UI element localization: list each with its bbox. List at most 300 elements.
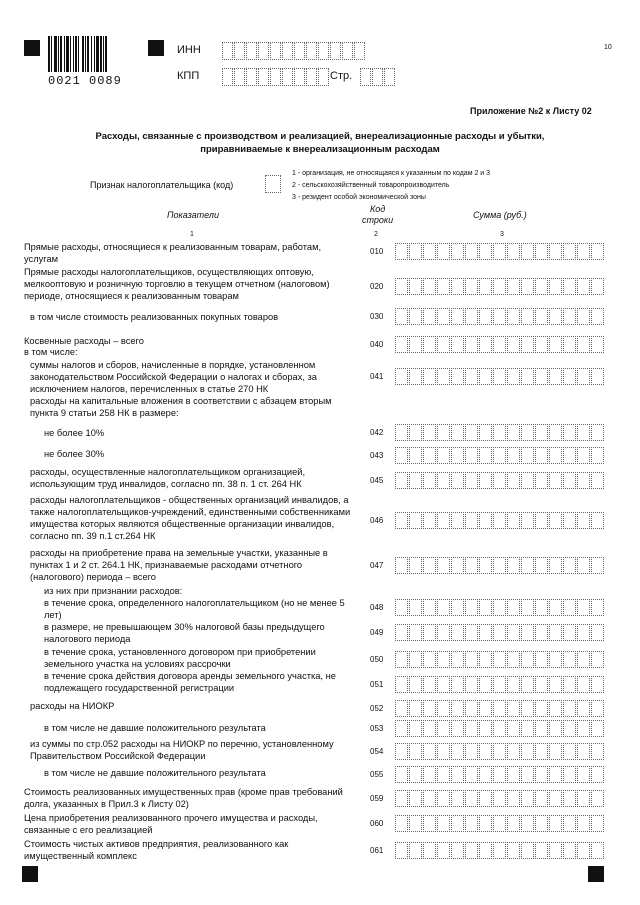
digit-cell[interactable] bbox=[493, 336, 506, 353]
amount-field[interactable] bbox=[395, 842, 604, 859]
digit-cell[interactable] bbox=[465, 557, 478, 574]
digit-cell[interactable] bbox=[451, 624, 464, 641]
digit-cell[interactable] bbox=[437, 336, 450, 353]
digit-cell[interactable] bbox=[409, 743, 422, 760]
digit-cell[interactable] bbox=[437, 447, 450, 464]
digit-cell[interactable] bbox=[521, 243, 534, 260]
digit-cell[interactable] bbox=[591, 243, 604, 260]
digit-cell[interactable] bbox=[493, 842, 506, 859]
digit-cell[interactable] bbox=[577, 815, 590, 832]
digit-cell[interactable] bbox=[535, 700, 548, 717]
digit-cell[interactable] bbox=[451, 599, 464, 616]
digit-cell[interactable] bbox=[507, 368, 520, 385]
digit-cell[interactable] bbox=[493, 512, 506, 529]
digit-cell[interactable] bbox=[423, 720, 436, 737]
digit-cell[interactable] bbox=[451, 447, 464, 464]
digit-cell[interactable] bbox=[591, 557, 604, 574]
digit-cell[interactable] bbox=[549, 512, 562, 529]
digit-cell[interactable] bbox=[395, 278, 408, 295]
digit-cell[interactable] bbox=[395, 447, 408, 464]
digit-cell[interactable] bbox=[549, 676, 562, 693]
digit-cell[interactable] bbox=[507, 720, 520, 737]
digit-cell[interactable] bbox=[507, 308, 520, 325]
digit-cell[interactable] bbox=[395, 676, 408, 693]
digit-cell[interactable] bbox=[479, 624, 492, 641]
digit-cell[interactable] bbox=[577, 720, 590, 737]
digit-cell[interactable] bbox=[577, 599, 590, 616]
digit-cell[interactable] bbox=[591, 720, 604, 737]
digit-cell[interactable] bbox=[549, 624, 562, 641]
digit-cell[interactable] bbox=[577, 512, 590, 529]
digit-cell[interactable] bbox=[549, 743, 562, 760]
digit-cell[interactable] bbox=[465, 336, 478, 353]
digit-cell[interactable] bbox=[423, 557, 436, 574]
digit-cell[interactable] bbox=[395, 557, 408, 574]
digit-cell[interactable] bbox=[521, 557, 534, 574]
amount-field[interactable] bbox=[395, 700, 604, 717]
digit-cell[interactable] bbox=[395, 700, 408, 717]
digit-cell[interactable] bbox=[493, 651, 506, 668]
digit-cell[interactable] bbox=[451, 842, 464, 859]
digit-cell[interactable] bbox=[493, 424, 506, 441]
digit-cell[interactable] bbox=[423, 842, 436, 859]
digit-cell[interactable] bbox=[493, 599, 506, 616]
digit-cell[interactable] bbox=[507, 447, 520, 464]
digit-cell[interactable] bbox=[535, 790, 548, 807]
digit-cell[interactable] bbox=[507, 278, 520, 295]
digit-cell[interactable] bbox=[521, 424, 534, 441]
digit-cell[interactable] bbox=[294, 42, 305, 60]
digit-cell[interactable] bbox=[563, 815, 576, 832]
digit-cell[interactable] bbox=[577, 676, 590, 693]
digit-cell[interactable] bbox=[563, 472, 576, 489]
digit-cell[interactable] bbox=[423, 447, 436, 464]
digit-cell[interactable] bbox=[563, 790, 576, 807]
digit-cell[interactable] bbox=[493, 308, 506, 325]
digit-cell[interactable] bbox=[493, 815, 506, 832]
digit-cell[interactable] bbox=[563, 624, 576, 641]
digit-cell[interactable] bbox=[549, 790, 562, 807]
digit-cell[interactable] bbox=[437, 790, 450, 807]
digit-cell[interactable] bbox=[549, 278, 562, 295]
digit-cell[interactable] bbox=[535, 720, 548, 737]
amount-field[interactable] bbox=[395, 243, 604, 260]
digit-cell[interactable] bbox=[409, 512, 422, 529]
digit-cell[interactable] bbox=[521, 368, 534, 385]
digit-cell[interactable] bbox=[479, 512, 492, 529]
digit-cell[interactable] bbox=[591, 472, 604, 489]
digit-cell[interactable] bbox=[395, 472, 408, 489]
digit-cell[interactable] bbox=[246, 42, 257, 60]
digit-cell[interactable] bbox=[507, 815, 520, 832]
digit-cell[interactable] bbox=[465, 720, 478, 737]
digit-cell[interactable] bbox=[395, 512, 408, 529]
digit-cell[interactable] bbox=[409, 557, 422, 574]
digit-cell[interactable] bbox=[451, 512, 464, 529]
digit-cell[interactable] bbox=[479, 424, 492, 441]
digit-cell[interactable] bbox=[535, 336, 548, 353]
digit-cell[interactable] bbox=[535, 308, 548, 325]
digit-cell[interactable] bbox=[423, 472, 436, 489]
digit-cell[interactable] bbox=[423, 308, 436, 325]
digit-cell[interactable] bbox=[549, 472, 562, 489]
digit-cell[interactable] bbox=[535, 842, 548, 859]
digit-cell[interactable] bbox=[282, 42, 293, 60]
digit-cell[interactable] bbox=[535, 599, 548, 616]
digit-cell[interactable] bbox=[409, 368, 422, 385]
digit-cell[interactable] bbox=[270, 42, 281, 60]
digit-cell[interactable] bbox=[549, 336, 562, 353]
digit-cell[interactable] bbox=[451, 557, 464, 574]
digit-cell[interactable] bbox=[549, 700, 562, 717]
digit-cell[interactable] bbox=[549, 368, 562, 385]
digit-cell[interactable] bbox=[563, 599, 576, 616]
digit-cell[interactable] bbox=[479, 700, 492, 717]
digit-cell[interactable] bbox=[306, 68, 317, 86]
digit-cell[interactable] bbox=[535, 624, 548, 641]
digit-cell[interactable] bbox=[521, 676, 534, 693]
amount-field[interactable] bbox=[395, 447, 604, 464]
digit-cell[interactable] bbox=[423, 424, 436, 441]
digit-cell[interactable] bbox=[535, 243, 548, 260]
digit-cell[interactable] bbox=[360, 68, 371, 86]
digit-cell[interactable] bbox=[409, 700, 422, 717]
digit-cell[interactable] bbox=[423, 743, 436, 760]
digit-cell[interactable] bbox=[549, 766, 562, 783]
digit-cell[interactable] bbox=[451, 766, 464, 783]
digit-cell[interactable] bbox=[423, 243, 436, 260]
digit-cell[interactable] bbox=[437, 424, 450, 441]
digit-cell[interactable] bbox=[465, 424, 478, 441]
digit-cell[interactable] bbox=[507, 512, 520, 529]
digit-cell[interactable] bbox=[465, 512, 478, 529]
digit-cell[interactable] bbox=[563, 766, 576, 783]
digit-cell[interactable] bbox=[282, 68, 293, 86]
digit-cell[interactable] bbox=[577, 651, 590, 668]
amount-field[interactable] bbox=[395, 557, 604, 574]
digit-cell[interactable] bbox=[342, 42, 353, 60]
digit-cell[interactable] bbox=[451, 368, 464, 385]
amount-field[interactable] bbox=[395, 308, 604, 325]
digit-cell[interactable] bbox=[493, 624, 506, 641]
digit-cell[interactable] bbox=[423, 790, 436, 807]
digit-cell[interactable] bbox=[258, 42, 269, 60]
digit-cell[interactable] bbox=[521, 447, 534, 464]
digit-cell[interactable] bbox=[591, 278, 604, 295]
amount-field[interactable] bbox=[395, 676, 604, 693]
digit-cell[interactable] bbox=[465, 624, 478, 641]
digit-cell[interactable] bbox=[493, 447, 506, 464]
digit-cell[interactable] bbox=[507, 842, 520, 859]
digit-cell[interactable] bbox=[465, 676, 478, 693]
digit-cell[interactable] bbox=[563, 447, 576, 464]
digit-cell[interactable] bbox=[423, 278, 436, 295]
digit-cell[interactable] bbox=[577, 243, 590, 260]
digit-cell[interactable] bbox=[577, 743, 590, 760]
amount-field[interactable] bbox=[395, 766, 604, 783]
digit-cell[interactable] bbox=[549, 815, 562, 832]
digit-cell[interactable] bbox=[493, 720, 506, 737]
digit-cell[interactable] bbox=[563, 243, 576, 260]
digit-cell[interactable] bbox=[591, 676, 604, 693]
digit-cell[interactable] bbox=[465, 472, 478, 489]
digit-cell[interactable] bbox=[507, 557, 520, 574]
digit-cell[interactable] bbox=[437, 243, 450, 260]
amount-field[interactable] bbox=[395, 624, 604, 641]
amount-field[interactable] bbox=[395, 651, 604, 668]
digit-cell[interactable] bbox=[521, 815, 534, 832]
amount-field[interactable] bbox=[395, 720, 604, 737]
taxpayer-sign-field[interactable] bbox=[265, 175, 281, 193]
digit-cell[interactable] bbox=[395, 790, 408, 807]
digit-cell[interactable] bbox=[493, 766, 506, 783]
digit-cell[interactable] bbox=[535, 368, 548, 385]
digit-cell[interactable] bbox=[437, 308, 450, 325]
digit-cell[interactable] bbox=[507, 676, 520, 693]
digit-cell[interactable] bbox=[423, 815, 436, 832]
digit-cell[interactable] bbox=[507, 599, 520, 616]
digit-cell[interactable] bbox=[507, 424, 520, 441]
digit-cell[interactable] bbox=[451, 815, 464, 832]
digit-cell[interactable] bbox=[465, 842, 478, 859]
digit-cell[interactable] bbox=[563, 700, 576, 717]
digit-cell[interactable] bbox=[591, 512, 604, 529]
digit-cell[interactable] bbox=[479, 720, 492, 737]
digit-cell[interactable] bbox=[535, 472, 548, 489]
digit-cell[interactable] bbox=[535, 676, 548, 693]
digit-cell[interactable] bbox=[395, 815, 408, 832]
digit-cell[interactable] bbox=[521, 700, 534, 717]
digit-cell[interactable] bbox=[451, 278, 464, 295]
digit-cell[interactable] bbox=[479, 815, 492, 832]
digit-cell[interactable] bbox=[465, 243, 478, 260]
digit-cell[interactable] bbox=[493, 557, 506, 574]
digit-cell[interactable] bbox=[451, 424, 464, 441]
digit-cell[interactable] bbox=[563, 368, 576, 385]
digit-cell[interactable] bbox=[451, 790, 464, 807]
digit-cell[interactable] bbox=[423, 766, 436, 783]
digit-cell[interactable] bbox=[549, 424, 562, 441]
digit-cell[interactable] bbox=[577, 842, 590, 859]
digit-cell[interactable] bbox=[591, 599, 604, 616]
digit-cell[interactable] bbox=[395, 842, 408, 859]
digit-cell[interactable] bbox=[437, 651, 450, 668]
digit-cell[interactable] bbox=[577, 557, 590, 574]
digit-cell[interactable] bbox=[437, 557, 450, 574]
digit-cell[interactable] bbox=[409, 815, 422, 832]
digit-cell[interactable] bbox=[479, 842, 492, 859]
digit-cell[interactable] bbox=[535, 447, 548, 464]
digit-cell[interactable] bbox=[507, 743, 520, 760]
digit-cell[interactable] bbox=[409, 842, 422, 859]
digit-cell[interactable] bbox=[409, 336, 422, 353]
digit-cell[interactable] bbox=[563, 720, 576, 737]
digit-cell[interactable] bbox=[507, 700, 520, 717]
digit-cell[interactable] bbox=[409, 243, 422, 260]
digit-cell[interactable] bbox=[437, 472, 450, 489]
digit-cell[interactable] bbox=[591, 790, 604, 807]
digit-cell[interactable] bbox=[294, 68, 305, 86]
digit-cell[interactable] bbox=[591, 424, 604, 441]
kpp-field[interactable] bbox=[222, 68, 329, 86]
amount-field[interactable] bbox=[395, 743, 604, 760]
digit-cell[interactable] bbox=[563, 512, 576, 529]
digit-cell[interactable] bbox=[521, 278, 534, 295]
digit-cell[interactable] bbox=[535, 424, 548, 441]
digit-cell[interactable] bbox=[395, 424, 408, 441]
digit-cell[interactable] bbox=[409, 472, 422, 489]
digit-cell[interactable] bbox=[465, 790, 478, 807]
digit-cell[interactable] bbox=[330, 42, 341, 60]
digit-cell[interactable] bbox=[222, 42, 233, 60]
digit-cell[interactable] bbox=[521, 599, 534, 616]
digit-cell[interactable] bbox=[409, 424, 422, 441]
digit-cell[interactable] bbox=[521, 743, 534, 760]
digit-cell[interactable] bbox=[409, 308, 422, 325]
digit-cell[interactable] bbox=[535, 815, 548, 832]
digit-cell[interactable] bbox=[549, 557, 562, 574]
digit-cell[interactable] bbox=[493, 676, 506, 693]
digit-cell[interactable] bbox=[384, 68, 395, 86]
digit-cell[interactable] bbox=[521, 720, 534, 737]
digit-cell[interactable] bbox=[479, 368, 492, 385]
digit-cell[interactable] bbox=[521, 472, 534, 489]
digit-cell[interactable] bbox=[591, 651, 604, 668]
digit-cell[interactable] bbox=[577, 336, 590, 353]
digit-cell[interactable] bbox=[577, 472, 590, 489]
digit-cell[interactable] bbox=[465, 308, 478, 325]
amount-field[interactable] bbox=[395, 599, 604, 616]
digit-cell[interactable] bbox=[493, 743, 506, 760]
digit-cell[interactable] bbox=[437, 700, 450, 717]
digit-cell[interactable] bbox=[451, 243, 464, 260]
digit-cell[interactable] bbox=[451, 720, 464, 737]
digit-cell[interactable] bbox=[318, 68, 329, 86]
digit-cell[interactable] bbox=[409, 447, 422, 464]
digit-cell[interactable] bbox=[437, 720, 450, 737]
digit-cell[interactable] bbox=[549, 651, 562, 668]
digit-cell[interactable] bbox=[493, 368, 506, 385]
amount-field[interactable] bbox=[395, 512, 604, 529]
digit-cell[interactable] bbox=[507, 336, 520, 353]
digit-cell[interactable] bbox=[521, 624, 534, 641]
digit-cell[interactable] bbox=[493, 472, 506, 489]
digit-cell[interactable] bbox=[577, 700, 590, 717]
digit-cell[interactable] bbox=[479, 599, 492, 616]
digit-cell[interactable] bbox=[493, 243, 506, 260]
digit-cell[interactable] bbox=[521, 308, 534, 325]
digit-cell[interactable] bbox=[423, 651, 436, 668]
digit-cell[interactable] bbox=[577, 424, 590, 441]
digit-cell[interactable] bbox=[423, 676, 436, 693]
digit-cell[interactable] bbox=[222, 68, 233, 86]
digit-cell[interactable] bbox=[479, 336, 492, 353]
digit-cell[interactable] bbox=[451, 743, 464, 760]
digit-cell[interactable] bbox=[493, 700, 506, 717]
digit-cell[interactable] bbox=[306, 42, 317, 60]
digit-cell[interactable] bbox=[563, 278, 576, 295]
digit-cell[interactable] bbox=[437, 676, 450, 693]
digit-cell[interactable] bbox=[437, 599, 450, 616]
digit-cell[interactable] bbox=[465, 700, 478, 717]
digit-cell[interactable] bbox=[493, 278, 506, 295]
digit-cell[interactable] bbox=[246, 68, 257, 86]
digit-cell[interactable] bbox=[395, 720, 408, 737]
digit-cell[interactable] bbox=[535, 743, 548, 760]
digit-cell[interactable] bbox=[577, 308, 590, 325]
page-field[interactable] bbox=[360, 68, 395, 86]
digit-cell[interactable] bbox=[451, 472, 464, 489]
digit-cell[interactable] bbox=[493, 790, 506, 807]
digit-cell[interactable] bbox=[409, 278, 422, 295]
digit-cell[interactable] bbox=[563, 308, 576, 325]
digit-cell[interactable] bbox=[451, 336, 464, 353]
digit-cell[interactable] bbox=[465, 815, 478, 832]
digit-cell[interactable] bbox=[479, 790, 492, 807]
digit-cell[interactable] bbox=[479, 243, 492, 260]
digit-cell[interactable] bbox=[591, 447, 604, 464]
digit-cell[interactable] bbox=[234, 42, 245, 60]
digit-cell[interactable] bbox=[479, 472, 492, 489]
digit-cell[interactable] bbox=[577, 624, 590, 641]
digit-cell[interactable] bbox=[423, 336, 436, 353]
digit-cell[interactable] bbox=[507, 766, 520, 783]
digit-cell[interactable] bbox=[372, 68, 383, 86]
digit-cell[interactable] bbox=[479, 447, 492, 464]
digit-cell[interactable] bbox=[409, 766, 422, 783]
digit-cell[interactable] bbox=[577, 447, 590, 464]
digit-cell[interactable] bbox=[521, 842, 534, 859]
digit-cell[interactable] bbox=[521, 790, 534, 807]
digit-cell[interactable] bbox=[423, 700, 436, 717]
digit-cell[interactable] bbox=[258, 68, 269, 86]
digit-cell[interactable] bbox=[437, 278, 450, 295]
amount-field[interactable] bbox=[395, 472, 604, 489]
digit-cell[interactable] bbox=[549, 243, 562, 260]
digit-cell[interactable] bbox=[563, 424, 576, 441]
digit-cell[interactable] bbox=[479, 676, 492, 693]
digit-cell[interactable] bbox=[409, 790, 422, 807]
digit-cell[interactable] bbox=[563, 842, 576, 859]
amount-field[interactable] bbox=[395, 790, 604, 807]
digit-cell[interactable] bbox=[479, 651, 492, 668]
digit-cell[interactable] bbox=[549, 842, 562, 859]
digit-cell[interactable] bbox=[577, 790, 590, 807]
digit-cell[interactable] bbox=[549, 599, 562, 616]
digit-cell[interactable] bbox=[507, 790, 520, 807]
digit-cell[interactable] bbox=[549, 720, 562, 737]
digit-cell[interactable] bbox=[437, 766, 450, 783]
digit-cell[interactable] bbox=[479, 766, 492, 783]
digit-cell[interactable] bbox=[451, 676, 464, 693]
digit-cell[interactable] bbox=[437, 512, 450, 529]
digit-cell[interactable] bbox=[521, 651, 534, 668]
digit-cell[interactable] bbox=[591, 815, 604, 832]
digit-cell[interactable] bbox=[535, 651, 548, 668]
digit-cell[interactable] bbox=[395, 243, 408, 260]
digit-cell[interactable] bbox=[549, 447, 562, 464]
digit-cell[interactable] bbox=[437, 815, 450, 832]
amount-field[interactable] bbox=[395, 368, 604, 385]
amount-field[interactable] bbox=[395, 278, 604, 295]
digit-cell[interactable] bbox=[577, 278, 590, 295]
digit-cell[interactable] bbox=[549, 308, 562, 325]
digit-cell[interactable] bbox=[535, 557, 548, 574]
digit-cell[interactable] bbox=[465, 766, 478, 783]
digit-cell[interactable] bbox=[437, 842, 450, 859]
digit-cell[interactable] bbox=[451, 308, 464, 325]
digit-cell[interactable] bbox=[591, 766, 604, 783]
